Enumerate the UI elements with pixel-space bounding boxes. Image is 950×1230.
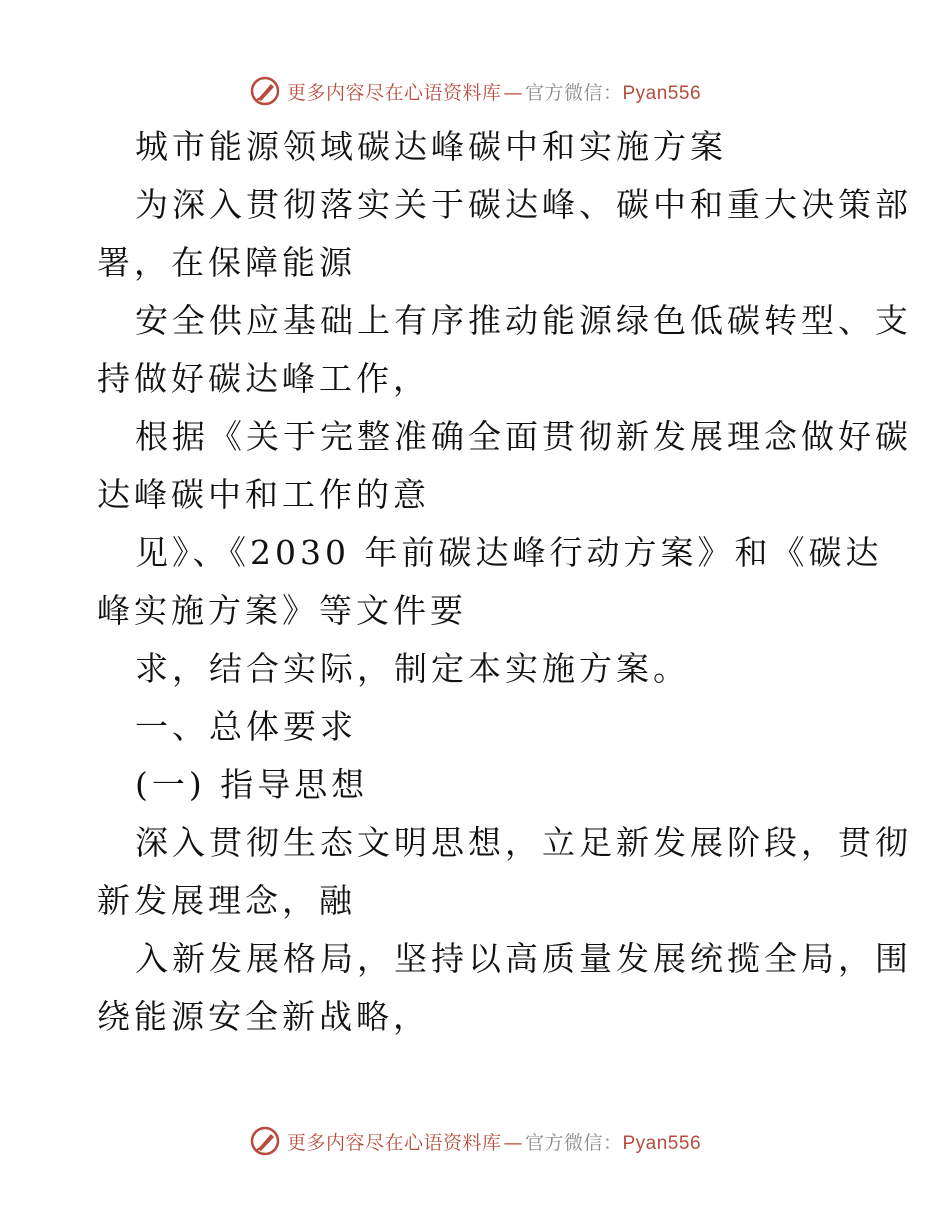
watermark-label: 官方微信： — [524, 81, 623, 104]
paragraph-line: 求，结合实际，制定本实施方案。 — [135, 649, 690, 688]
paragraph-line: 根据《关于完整准确全面贯彻新发展理念做好碳 — [135, 417, 912, 456]
document-body — [97, 118, 912, 1046]
subsection-heading: (一) 指导思想 — [135, 765, 369, 804]
document-title-line: 城市能源领域碳达峰碳中和实施方案 — [135, 127, 727, 166]
watermark-text — [287, 78, 701, 105]
watermark-separator: — — [503, 1131, 523, 1154]
paragraph-line: 绕能源安全新战略， — [97, 997, 430, 1036]
paragraph-line: 深入贯彻生态文明思想，立足新发展阶段，贯彻 — [135, 823, 912, 862]
watermark-main-text: 更多内容尽在心语资料库 — [286, 1131, 502, 1154]
quill-pen-logo-icon — [249, 1125, 281, 1157]
watermark-main-text: 更多内容尽在心语资料库 — [286, 81, 502, 104]
quill-pen-logo-icon — [249, 75, 281, 107]
watermark-wechat-id: Pyan556 — [622, 1132, 702, 1154]
paragraph-line: 峰实施方案》等文件要 — [97, 591, 467, 630]
footer-watermark — [0, 1121, 950, 1161]
watermark-separator: — — [503, 81, 523, 104]
header-watermark — [0, 71, 950, 111]
paragraph-line: 入新发展格局，坚持以高质量发展统揽全局，围 — [135, 939, 912, 978]
watermark-label: 官方微信： — [524, 1131, 623, 1154]
section-heading: 一、总体要求 — [135, 707, 357, 746]
paragraph-line: 持做好碳达峰工作， — [97, 359, 430, 398]
paragraph-line: 见》、《2030 年前碳达峰行动方案》和《碳达 — [135, 533, 883, 572]
paragraph-line: 达峰碳中和工作的意 — [97, 475, 430, 514]
watermark-text — [287, 1128, 701, 1155]
paragraph-line: 新发展理念，融 — [97, 881, 356, 920]
paragraph-line: 为深入贯彻落实关于碳达峰、碳中和重大决策部 — [135, 185, 912, 224]
watermark-wechat-id: Pyan556 — [622, 82, 702, 104]
paragraph-line: 安全供应基础上有序推动能源绿色低碳转型、支 — [135, 301, 912, 340]
paragraph-line: 署，在保障能源 — [97, 243, 356, 282]
